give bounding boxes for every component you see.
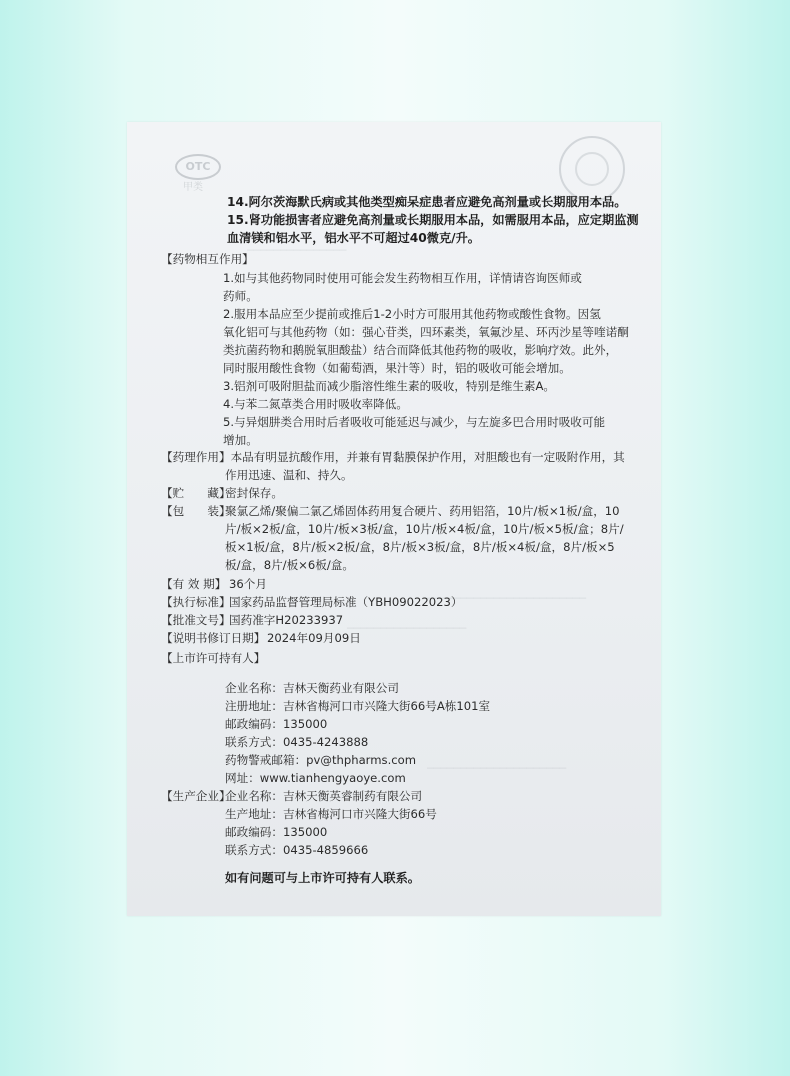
leaflet-page [127,122,661,916]
holder-line: 注册地址：吉林省梅河口市兴隆大街66号A栋101室 [225,699,491,713]
interactions-line: 增加。 [223,433,258,447]
revision-label: 【说明书修订日期】 [161,631,266,645]
warning-15-line2: 血清镁和铝水平，铝水平不可超过40微克/升。 [227,231,480,245]
footer-contact-note: 如有问题可与上市许可持有人联系。 [225,871,420,885]
holder-line: 网址：www.tianhengyaoye.com [225,771,406,785]
bleed-through: ───────────────────── [427,762,567,775]
holder-line: 联系方式：0435-4243888 [225,735,369,749]
warning-14: 14.阿尔茨海默氏病或其他类型痴呆症患者应避免高剂量或长期服用本品。 [227,195,627,209]
interactions-line: 2.服用本品应至少提前或推后1-2小时方可服用其他药物或酸性食物。因氢 [223,307,601,321]
holder-heading: 【上市许可持有人】 [161,651,266,665]
packaging-line: 聚氯乙烯/聚偏二氯乙烯固体药用复合硬片、药用铝箔，10片/板×1板/盒，10 [225,504,620,518]
standard-value: 国家药品监督管理局标准（YBH09022023） [229,595,463,609]
interactions-line: 1.如与其他药物同时使用可能会发生药物相互作用，详情请咨询医师或 [223,271,582,285]
manufacturer-line: 生产地址：吉林省梅河口市兴隆大街66号 [225,807,437,821]
approval-value: 国药准字H20233937 [229,613,344,627]
interactions-line: 4.与苯二氮䓬类合用时吸收率降低。 [223,397,408,411]
holder-line: 企业名称：吉林天衡药业有限公司 [225,681,399,695]
pharmacology-line1: 【药理作用】本品有明显抗酸作用，并兼有胃黏膜保护作用，对胆酸也有一定吸附作用，其 [161,450,625,464]
warning-15-line1: 15.肾功能损害者应避免高剂量或长期服用本品，如需服用本品，应定期监测 [227,213,639,227]
interactions-line: 3.铝剂可吸附胆盐而减少脂溶性维生素的吸收，特别是维生素A。 [223,379,556,393]
manufacturer-line: 企业名称：吉林天衡英睿制药有限公司 [225,789,423,803]
bleed-through: ─────────────── [247,244,347,257]
interactions-line: 同时服用酸性食物（如葡萄酒，果汁等）时，铝的吸收可能会增加。 [223,361,571,375]
interactions-line: 5.与异烟肼类合用时后者吸收可能延迟与减少，与左旋多巴合用时吸收可能 [223,415,606,429]
holder-line: 邮政编码：135000 [225,717,328,731]
approval-label: 【批准文号】 [161,613,231,627]
interactions-line: 药师。 [223,289,258,303]
validity-label: 【有 效 期】 [161,577,227,591]
manufacturer-line: 联系方式：0435-4859666 [225,843,369,857]
packaging-line: 板×1板/盒，8片/板×2板/盒，8片/板×3板/盒，8片/板×4板/盒，8片/板×5 [225,540,615,554]
revision-value: 2024年09月09日 [267,631,361,645]
manufacturer-label: 【生产企业】 [161,789,231,803]
interactions-line: 氧化铝可与其他药物（如：强心苷类，四环素类，氧氟沙星、环丙沙星等喹诺酮 [223,325,629,339]
interactions-line: 类抗菌药物和鹅脱氧胆酸盐）结合而降低其他药物的吸收，影响疗效。此外， [223,343,618,357]
validity-value: 36个月 [229,577,267,591]
packaging-line: 板/盒，8片/板×6板/盒。 [225,558,354,572]
interactions-heading: 【药物相互作用】 [161,252,254,266]
otc-logo: OTC [175,154,221,180]
holder-line: 药物警戒邮箱：pv@thpharms.com [225,753,417,767]
manufacturer-line: 邮政编码：135000 [225,825,328,839]
packaging-line: 片/板×2板/盒，10片/板×3板/盒，10片/板×4板/盒，10片/板×5板/盒；8片/ [225,522,624,536]
seal-logo-icon [559,136,625,202]
packaging-label: 【包 装】 [161,504,231,518]
otc-class-label: 甲类 [183,182,203,193]
bleed-through: ──────────────────────── [427,592,586,605]
storage-label: 【贮 藏】 [161,486,231,500]
pharmacology-line2: 作用迅速、温和、持久。 [225,468,353,482]
storage-value: 密封保存。 [225,486,283,500]
standard-label: 【执行标准】 [161,595,231,609]
bleed-through: ────────────────── [347,622,467,635]
